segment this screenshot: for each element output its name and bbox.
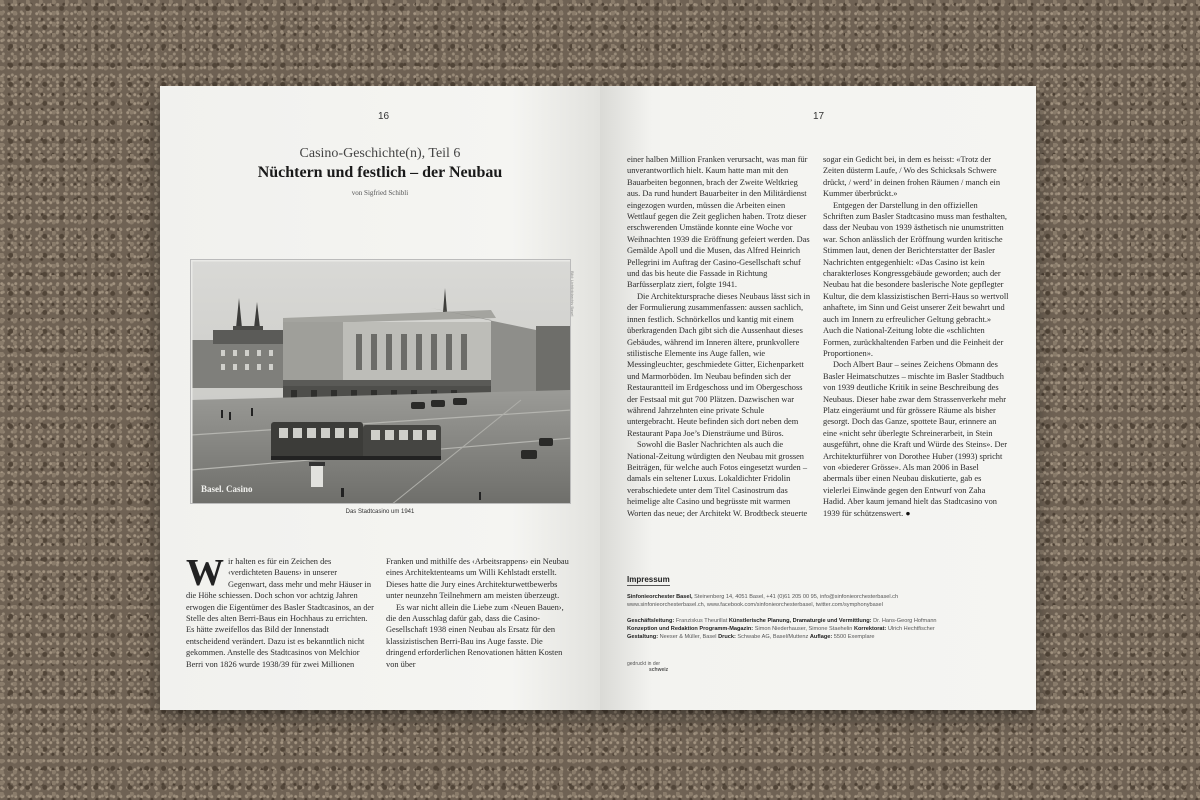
org-address: Steinenberg 14, 4051 Basel, +41 (0)61 205 00 95, info@sinfonieorchesterbasel.ch xyxy=(694,594,899,600)
photo-caption: Das Stadtcasino um 1941 xyxy=(345,509,415,515)
left-page xyxy=(160,86,600,710)
body-column-4 xyxy=(823,154,1009,519)
credit-label: Auflage: xyxy=(809,634,833,640)
credit-label: Künstlerische Planung, Dramaturgie und Vermittlung: xyxy=(728,618,872,624)
magazine-spread xyxy=(160,86,1036,710)
page-number: 16 xyxy=(378,111,390,122)
right-page xyxy=(600,86,1036,710)
printed-in-switzerland-mark xyxy=(627,661,668,673)
body-paragraph: Die Architektursprache dieses Neubaus lässt sich in der Formulierung zusammenfassen: aussen sachlich, innen festlich. Schnörkellos und kantig mit einem überkragenden Dach gibt sich die Aussenhaut dieses Gebäudes, während im Inneren ältere, prunkvollere stilistische Elemente ins Auge fallen, wie Messingleuchter, geschmiedete Gitter, Eichenparkett und Marmorböden. Im Neubau befinden sich der Restaurantteil im Erdgeschoss und im Obergeschoss der Festsaal mit gut 700 Plätzen. Dazwischen war während Jahrzehnten eine private Schule untergebracht. Heute befinden sich dort neben dem Restaurant Papa Joe’s Diensträume und Büros. xyxy=(627,291,811,438)
credit-value: Neeser & Müller, Basel xyxy=(659,634,717,640)
credit-value: 5500 Exemplare xyxy=(833,634,875,640)
drop-cap: W xyxy=(186,552,224,594)
photo-overlay-label: Basel. Casino xyxy=(201,484,253,494)
body-paragraph: Doch Albert Baur – seines Zeichens Obmann des Basler Heimatschutzes – mischte im Basler Stadtbuch von 1939 deutliche Kritik in seine Beschreibung des Neubaus. Dieser habe zwar dem Strassenverkehr mehr Platz eingeräumt und für grössere Räume als bisher gesorgt. Doch das Ganze, spottete Baur, erinnere an eine «nicht sehr überlegte Schreinerarbeit, in Stein ausgeführt, ohne die Kraft und Würde des Steins». Der Architekturführer von Dorothee Huber (1993) spricht von «biederer Grösse». Als man 2006 in Basel abermals über einen Neubau diskutierte, gab es vielerlei Einwände gegen den Entwurf von Zaha Hadid. Aber kaum jemand hielt das Stadtcasino von 1939 für schützenswert. xyxy=(823,360,1008,518)
credit-label: Gestaltung: xyxy=(627,634,659,640)
article-byline: von Sigfried Schibli xyxy=(351,189,409,197)
end-mark: ● xyxy=(905,508,911,518)
org-links: www.sinfonieorchesterbasel.ch, www.facebook.com/sinfonieorchesterbasel, twitter.com/symphonybasel xyxy=(627,602,883,608)
body-column-2 xyxy=(386,556,574,670)
credit-label: Korrektorat: xyxy=(853,626,887,632)
credit-label: Geschäftsleitung: xyxy=(627,618,675,624)
historic-photo xyxy=(190,259,571,504)
credit-label: Druck: xyxy=(718,634,736,640)
photo-credit: Bild: Lichtbildarchiv Basel xyxy=(570,271,575,317)
printed-label: schweiz xyxy=(649,667,669,673)
printed-label: gedruckt in der xyxy=(627,661,661,667)
body-paragraph: Es war nicht allein die Liebe zum ‹Neuen Bauen›, die den Ausschlag dafür gab, dass die Casino-Gesellschaft 1938 einen Neubau als Ersatz für den klassizistischen Berri-Bau ins Auge fasste. Die dringend erforderlichen Renovationen hätten Kosten von über xyxy=(386,602,564,669)
credit-value: Ulrich Hechtfischer xyxy=(887,626,935,632)
credit-label: Konzeption und Redaktion Programm-Magazin: xyxy=(627,626,754,632)
body-paragraph: Franken und mithilfe des ‹Arbeitsrappens› ein Neubau eines Architektenteams um Willi Kehlstadt erstellt. Dieses hatte die Jury eines Architekturwettbewerbs unter neunzehn Teilnehmern am meisten überzeugt. xyxy=(386,557,569,601)
impressum-block xyxy=(627,569,997,641)
credit-value: Franziskus Theurillat xyxy=(675,618,728,624)
credit-value: Dr. Hans-Georg Hofmann xyxy=(873,618,937,624)
credit-value: Schwabe AG, Basel/Muttenz xyxy=(737,634,809,640)
credit-value: Simon Niederhauser, Simone Staehelin xyxy=(754,626,853,632)
article-title: Nüchtern und festlich – der Neubau xyxy=(257,164,503,181)
org-name: Sinfonieorchester Basel, xyxy=(627,594,693,600)
page-number: 17 xyxy=(813,111,825,122)
body-column-3 xyxy=(627,154,813,519)
stadtcasino-photo xyxy=(191,260,571,504)
body-text: ir halten es für ein Zeichen des ‹verdichteten Bauens› in unserer Gegenwart, dass mehr und mehr Häuser in die Höhe schiessen. Doch schon vor achtzig Jahren erwogen die Eigentümer des Basler Stadtcasinos, an der Stelle des alten Berri-Baus ein Hochhaus zu errichten. Es hätte zweifellos das Bild der Innenstadt entscheidend verändert. Dazu ist es bekanntlich nicht gekommen. Anstelle des Stadtcasinos von Melchior Berri von 1826 wurde 1938/39 für zwei Millionen xyxy=(186,557,374,669)
body-paragraph: einer halben Million Franken verursacht, was man für unverantwortlich hielt. Kaum hatte man mit den Bauarbeiten begonnen, brach der Zweite Weltkrieg aus. Da rund hundert Bauarbeiter in den Militärdienst eingezogen wurden, müssen die Arbeiten einen Wettlauf gegen die Zeit geglichen haben. Trotz dieser erschwerenden Umstände konnte eine Woche vor Weihnachten 1939 die Eröffnung gefeiert werden. Das Gemälde Apoll und die Musen, das Alfred Heinrich Pellegrini im Auftrag der Casino-Gesellschaft schuf und das bis heute die Fassade in Richtung Barfüsserplatz ziert, folgte 1941. xyxy=(627,155,810,290)
body-paragraph: Sowohl die Basler Nachrichten als auch die National-Zeitung würdigten den Neubau mit grossen Beiträgen, für welche auch Fotos eingesetzt wurden – damals ein seltener Luxus. Lokaldichter Fridolin verabschiedete unter dem Titel Casinostrum das heimelige alte Casino und begrüsste mit warmen Worten das neue; der Architekt W. Brodtbeck steuerte xyxy=(627,440,808,518)
body-paragraph: Entgegen der Darstellung in den offiziellen Schriften zum Basler Stadtcasino muss man festhalten, dass der Neubau von 1939 ästhetisch nie unumstritten war. Schon anlässlich der Eröffnung wurden kritische Stimmen laut, denen der Berichterstatter der Basler Nachrichten entgegenhielt: «Das Casino ist kein charakterloses Kongressgebäude geworden; auch der Neubau hat die besondere baslerische Note gepflegter Kultur, die dem klassizistischen Berri-Haus so wertvoll anhaftete, im Sinn und Geist unserer Zeit bewahrt und auch im Innern zu erfreulicher Geltung gebracht.» Auch die National-Zeitung lobte die «schlichten Formen, zurückhaltenden Farben und die Feinheit der Proportionen». xyxy=(823,200,1009,358)
impressum-title: Impressum xyxy=(627,575,670,584)
body-paragraph: sogar ein Gedicht bei, in dem es heisst: «Trotz der Zeiten düsterm Laufe, / Wo des Schicksals Schwere drückt, / werd’ in deinen frohen Räumen / manch ein Kummer überbrückt.» xyxy=(823,155,1001,199)
article-kicker: Casino-Geschichte(n), Teil 6 xyxy=(299,146,461,161)
body-column-1 xyxy=(186,552,374,670)
